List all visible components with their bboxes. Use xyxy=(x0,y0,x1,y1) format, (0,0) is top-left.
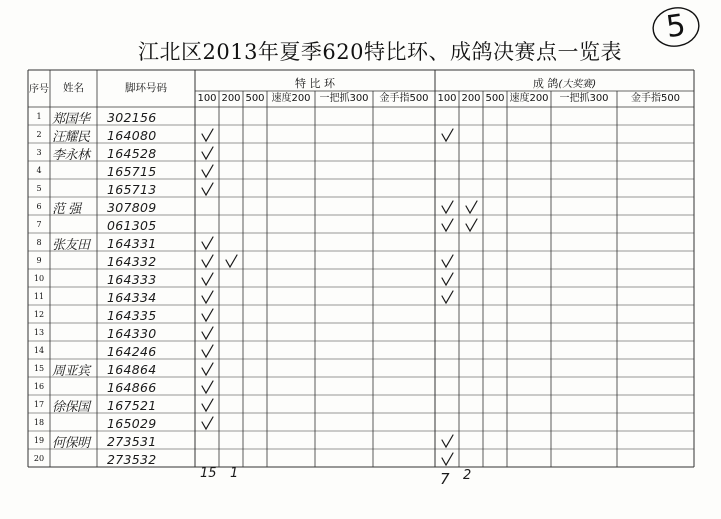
row-number: 15 xyxy=(33,364,45,373)
check-mark xyxy=(202,363,213,375)
header-ring: 脚环号码 xyxy=(125,82,167,94)
owner-name: 张友田 xyxy=(52,238,90,253)
check-mark xyxy=(442,219,453,231)
tally-special-100: 15 xyxy=(200,466,217,481)
ring-number: 164332 xyxy=(107,254,157,269)
ring-number: 307809 xyxy=(107,200,157,215)
check-mark xyxy=(202,273,213,285)
row-number: 9 xyxy=(36,256,42,265)
check-mark xyxy=(202,309,213,321)
row-number: 7 xyxy=(36,220,42,229)
ring-number: 273531 xyxy=(107,434,157,449)
row-number: 2 xyxy=(36,130,42,139)
ring-number: 164528 xyxy=(107,146,157,161)
ring-number: 164335 xyxy=(107,308,157,323)
owner-name: 汪耀民 xyxy=(52,130,90,145)
ring-number: 273532 xyxy=(107,452,157,467)
header-group-adult xyxy=(435,75,694,91)
check-mark xyxy=(202,183,213,195)
row-number: 20 xyxy=(33,454,45,463)
check-mark xyxy=(442,291,453,303)
ring-number: 164331 xyxy=(107,236,157,251)
subheader-adult-2: 500 xyxy=(485,93,505,104)
row-number: 6 xyxy=(36,202,42,211)
check-mark xyxy=(202,345,213,357)
subheader-special-1: 200 xyxy=(221,93,241,104)
row-number: 4 xyxy=(36,166,42,175)
row-number: 13 xyxy=(33,328,45,337)
row-number: 17 xyxy=(33,400,45,409)
header-group-special-ring: 特 比 环 xyxy=(295,77,335,90)
check-mark xyxy=(202,381,213,393)
check-mark xyxy=(442,201,453,213)
check-mark xyxy=(202,291,213,303)
ring-number: 165029 xyxy=(107,416,157,431)
header-group-adult-label: 成 鸽 xyxy=(532,77,559,90)
row-number: 11 xyxy=(33,292,45,301)
ring-number: 164333 xyxy=(107,272,157,287)
owner-name: 周亚宾 xyxy=(52,364,90,379)
check-mark xyxy=(442,129,453,141)
subheader-special-5: 金手指500 xyxy=(379,93,429,104)
header-name: 姓名 xyxy=(63,82,84,94)
ring-number: 165715 xyxy=(107,164,157,179)
subheader-special-3: 速度200 xyxy=(271,93,311,104)
row-number: 5 xyxy=(36,184,42,193)
check-mark xyxy=(202,327,213,339)
ring-number: 164866 xyxy=(107,380,157,395)
tally-adult-100: 7 xyxy=(440,470,450,488)
row-number: 18 xyxy=(33,418,45,427)
ring-number: 164330 xyxy=(107,326,157,341)
ring-number: 165713 xyxy=(107,182,157,197)
check-mark xyxy=(202,165,213,177)
tally-special-200: 1 xyxy=(230,466,239,481)
header-group-adult-note: (大奖赛) xyxy=(558,79,597,90)
row-number: 12 xyxy=(33,310,45,319)
row-number: 16 xyxy=(33,382,45,391)
owner-name: 范 强 xyxy=(52,202,81,217)
check-mark xyxy=(202,255,213,267)
subheader-adult-5: 金手指500 xyxy=(630,93,681,104)
ring-number: 164334 xyxy=(107,290,157,305)
check-mark xyxy=(202,147,213,159)
subheader-adult-1: 200 xyxy=(461,93,481,104)
check-mark xyxy=(202,237,213,249)
row-number: 14 xyxy=(33,346,45,355)
header-seq: 序号 xyxy=(29,84,49,95)
check-mark xyxy=(442,255,453,267)
check-mark xyxy=(202,399,213,411)
page-number: 5 xyxy=(664,7,688,46)
subheader-adult-3: 速度200 xyxy=(509,93,549,104)
row-number: 8 xyxy=(36,238,42,247)
check-mark xyxy=(202,129,213,141)
ring-number: 164246 xyxy=(107,344,157,359)
subheader-special-2: 500 xyxy=(245,93,265,104)
check-mark xyxy=(442,273,453,285)
owner-name: 郑国华 xyxy=(52,112,90,127)
check-mark xyxy=(226,255,237,267)
check-mark xyxy=(202,417,213,429)
row-number: 10 xyxy=(33,274,45,283)
row-number: 19 xyxy=(33,436,45,445)
ring-number: 164864 xyxy=(107,362,157,377)
tally-adult-200: 2 xyxy=(463,468,472,483)
owner-name: 李永林 xyxy=(52,148,90,163)
row-number: 1 xyxy=(36,112,42,121)
check-mark xyxy=(466,219,477,231)
subheader-special-4: 一把抓300 xyxy=(319,93,369,104)
owner-name: 何保明 xyxy=(52,436,90,451)
row-number: 3 xyxy=(36,148,42,157)
subheader-special-0: 100 xyxy=(197,93,217,104)
ring-number: 167521 xyxy=(107,398,157,413)
owner-name: 徐保国 xyxy=(52,400,90,415)
ring-number: 164080 xyxy=(107,128,157,143)
check-mark xyxy=(466,201,477,213)
check-mark xyxy=(442,453,453,465)
ring-number: 302156 xyxy=(107,110,157,125)
subheader-adult-4: 一把抓300 xyxy=(559,93,609,104)
check-mark xyxy=(442,435,453,447)
document-title: 江北区2013年夏季620特比环、成鸽决赛点一览表 xyxy=(137,40,623,64)
subheader-adult-0: 100 xyxy=(437,93,457,104)
ring-number: 061305 xyxy=(107,218,157,233)
